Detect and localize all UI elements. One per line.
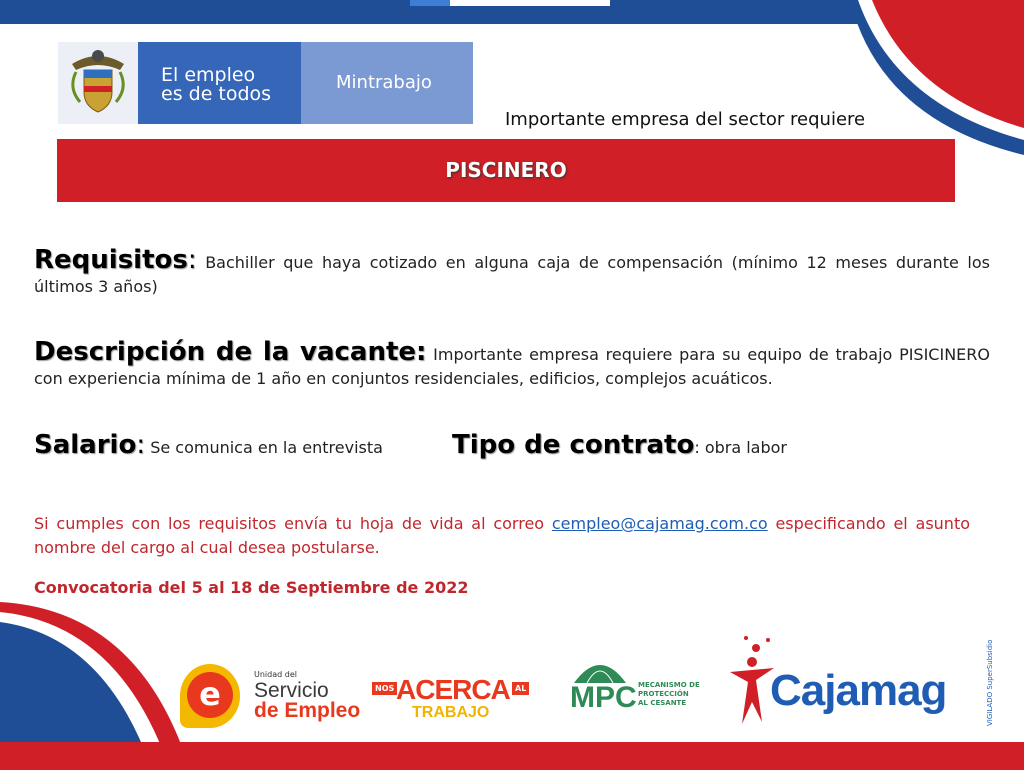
- cajamag-vertical-label: VIGILADO SuperSubsidio: [986, 639, 994, 726]
- location-pin-icon: [180, 664, 240, 728]
- requirements-text: Bachiller que haya cotizado en alguna caja de compensación (mínimo 12 meses durante los últimos 3 años): [34, 253, 990, 296]
- acerca-trabajo: TRABAJO: [412, 704, 490, 721]
- logo-ministry: Mintrabajo: [336, 72, 432, 93]
- mpc-caption: MECANISMO DE PROTECCIÓN AL CESANTE: [638, 681, 700, 707]
- email-link[interactable]: cempleo@cajamag.com.co: [551, 514, 768, 533]
- servicio-letter: e: [187, 672, 233, 718]
- mpc-logo: [568, 655, 703, 725]
- cajamag-wordmark: Cajamag: [770, 666, 947, 715]
- description-text: Importante empresa requiere para su equipo de trabajo PISICINERO con experiencia mínima de 1 año en conjuntos residenciales, edificios, complejos acuáticos.: [34, 345, 990, 388]
- apply-text-after: especificando el asunto nombre del cargo al cual desea postularse.: [34, 514, 971, 557]
- call-dates: Convocatoria del 5 al 18 de Septiembre de 2022: [34, 578, 469, 597]
- bottom-red-band: [0, 742, 1024, 770]
- requirements-label: Requisitos: [34, 245, 188, 275]
- logo-tagline: El empleo es de todos: [161, 64, 272, 105]
- salary-colon: :: [136, 430, 146, 460]
- contract-line: [452, 430, 787, 460]
- salary-line: [34, 430, 383, 460]
- acerca-nos: NOS: [372, 682, 397, 695]
- servicio-empleo-logo: [180, 660, 370, 738]
- description-label: Descripción de la vacante:: [34, 337, 427, 367]
- contract-text: : obra labor: [694, 438, 788, 457]
- apply-text-before: Si cumples con los requisitos envía tu hoja de vida al correo: [34, 514, 552, 533]
- mpc-letters: MPC: [570, 681, 637, 714]
- nos-acerca-logo: [372, 672, 532, 728]
- job-title: PISCINERO: [445, 158, 567, 182]
- requirements-colon: :: [187, 245, 197, 275]
- job-title-bar: [57, 139, 955, 202]
- salary-text: Se comunica en la entrevista: [150, 438, 383, 457]
- cajamag-logo: [722, 632, 1007, 732]
- acerca-al: AL: [512, 682, 529, 695]
- servicio-line1: Servicio: [254, 679, 329, 702]
- acerca-big: ACERCA: [396, 674, 510, 705]
- contract-label: Tipo de contrato: [452, 430, 695, 460]
- servicio-line2: de Empleo: [254, 699, 361, 722]
- coat-of-arms-icon: [58, 42, 138, 124]
- apply-instructions: [34, 512, 970, 560]
- servicio-small-text: Unidad del: [254, 670, 297, 679]
- coat-of-arms: [58, 42, 138, 124]
- requirements-paragraph: [34, 245, 990, 299]
- government-logo: [58, 42, 473, 124]
- cajamag-vertical-text: [984, 632, 998, 727]
- salary-label: Salario: [34, 430, 137, 460]
- intro-text: Importante empresa del sector requiere: [505, 109, 866, 130]
- description-paragraph: [34, 337, 990, 391]
